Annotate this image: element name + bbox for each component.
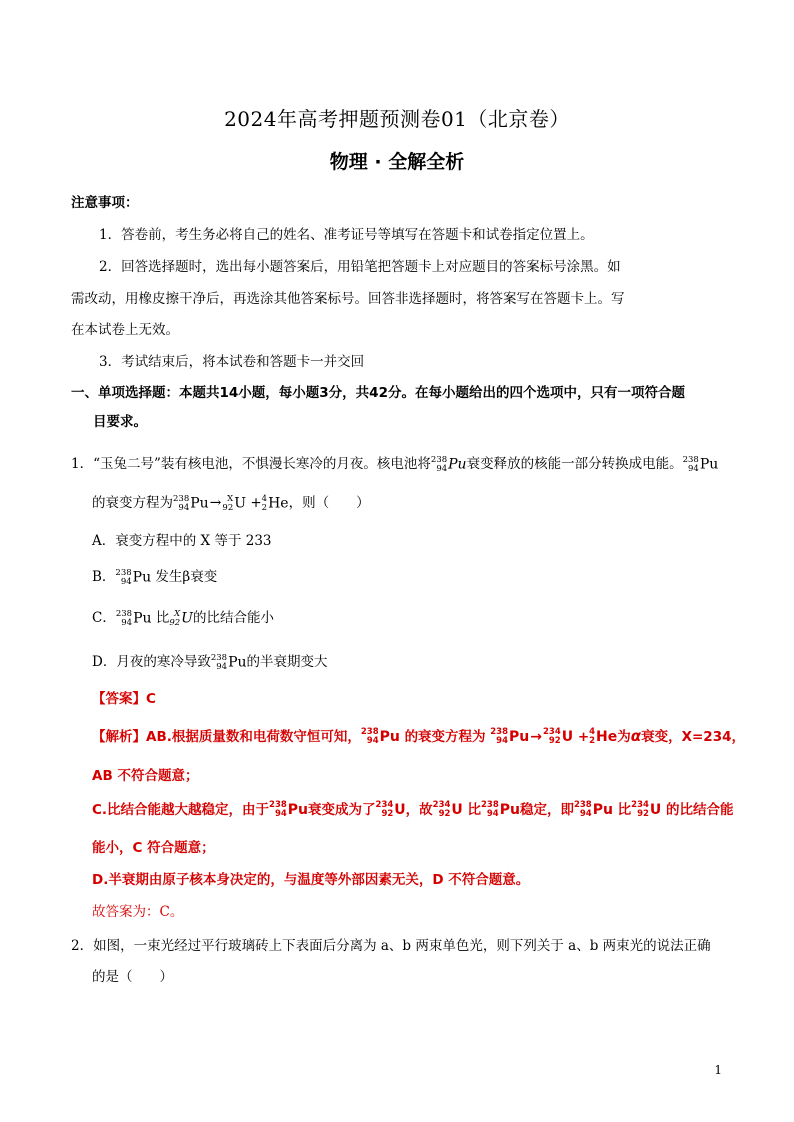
q1-option-c: C． 238 94 Pu 比 X 92 U的比结合能小	[92, 608, 274, 628]
q1-option-d: D．月夜的寒冷导致 238 94 Pu的半衰期变大	[92, 652, 328, 672]
notice-item-1: 1．答卷前，考生务必将自己的姓名、准考证号等填写在答题卡和试卷指定位置上。	[99, 227, 594, 243]
pu238-isotope: 238 94 Pu	[490, 727, 530, 746]
q1-stem-line2: 的衰变方程为 238 94 Pu→ X 92 U + 4 2 He，则（ ）	[92, 493, 370, 513]
u234-isotope: 234 92 U	[542, 727, 574, 746]
pu238-isotope: 238 94 Pu	[173, 493, 209, 513]
reaction-arrow: →	[209, 495, 222, 511]
u234-isotope: 234 92 U	[375, 800, 406, 819]
page-subtitle: 物理 · 全解全析	[329, 151, 465, 173]
q1-option-a: A．衰变方程中的 X 等于 233	[92, 533, 272, 549]
q2-stem-line1: 2．如图，一束光经过平行玻璃砖上下表面后分离为 a、b 两束单色光，则下列关于 a、b 两束光的说法正确	[71, 938, 711, 954]
pu238-isotope: 238 94 Pu	[480, 800, 520, 819]
he4-isotope: 4 2 He	[589, 727, 618, 746]
q1-explanation-line5: D.半衰期由原子核本身决定的，与温度等外部因素无关，D 不符合题意。	[92, 872, 530, 888]
notice-item-2-end: 在本试卷上无效。	[71, 322, 179, 338]
q1-explanation-line3: C.比结合能越大越稳定，由于 238 94 Pu衰变成为了 234 92 U，故 234 92 U 比 238 94 Pu稳定，即 238 94 Pu 比 234 92 U 的比结合能	[92, 800, 734, 819]
q1-explanation-line4: 能小，C 符合题意；	[92, 840, 215, 856]
pu238-isotope: 238 94 Pu	[360, 727, 400, 746]
u234-isotope: 234 92 U	[432, 800, 463, 819]
section-heading-cont: 目要求。	[93, 414, 147, 430]
q1-explanation-line2: AB 不符合题意；	[92, 768, 199, 784]
q1-answer: 【答案】C	[92, 691, 156, 707]
pu238-isotope: 238 94 Pu	[210, 652, 247, 672]
pu238-isotope: 238 94 Pu	[682, 454, 719, 474]
page-title: 2024年高考押题预测卷01（北京卷）	[224, 107, 570, 131]
q2-stem-line2: 的是（ ）	[92, 969, 173, 985]
u-isotope: X 92 U	[169, 608, 193, 628]
he4-isotope: 4 2 He	[261, 493, 289, 513]
notice-heading: 注意事项：	[71, 195, 139, 211]
notice-item-2: 2．回答选择题时，选出每小题答案后，用铅笔把答题卡上对应题目的答案标号涂黑。如	[99, 259, 621, 275]
pu238-isotope: 238 94 Pu	[115, 567, 152, 587]
pu238-isotope: 238 94 Pu	[115, 608, 152, 628]
q1-stem-line1: 1．“玉兔二号”装有核电池，不惧漫长寒冷的月夜。核电池将 238 94 Pu衰变释放的核能一部分转换成电能。 238 94 Pu	[71, 454, 719, 474]
notice-item-3: 3．考试结束后，将本试卷和答题卡一并交回	[99, 354, 365, 370]
u234-isotope: 234 92 U	[631, 800, 662, 819]
notice-item-2-cont: 需改动，用橡皮擦干净后，再选涂其他答案标号。回答非选择题时，将答案写在答题卡上。写	[71, 291, 625, 307]
section-heading: 一、单项选择题：本题共14小题，每小题3分，共42分。在每小题给出的四个选项中，只有一项符合题	[71, 385, 685, 401]
pu238-isotope: 238 94 Pu	[573, 800, 613, 819]
q1-explanation-conclusion: 故答案为：C。	[92, 904, 184, 920]
pu238-isotope: 238 94 Pu	[430, 454, 467, 474]
q1-option-b: B． 238 94 Pu 发生β衰变	[92, 567, 218, 587]
pu238-isotope: 238 94 Pu	[269, 800, 309, 819]
q1-explanation-line1: 【解析】AB.根据质量数和电荷数守恒可知， 238 94 Pu 的衰变方程为 238 94 Pu→ 234 92 U + 4 2 He为α衰变，X=234，	[92, 727, 745, 746]
page-number: 1	[714, 1063, 722, 1077]
u-isotope: X 92 U	[222, 493, 247, 513]
